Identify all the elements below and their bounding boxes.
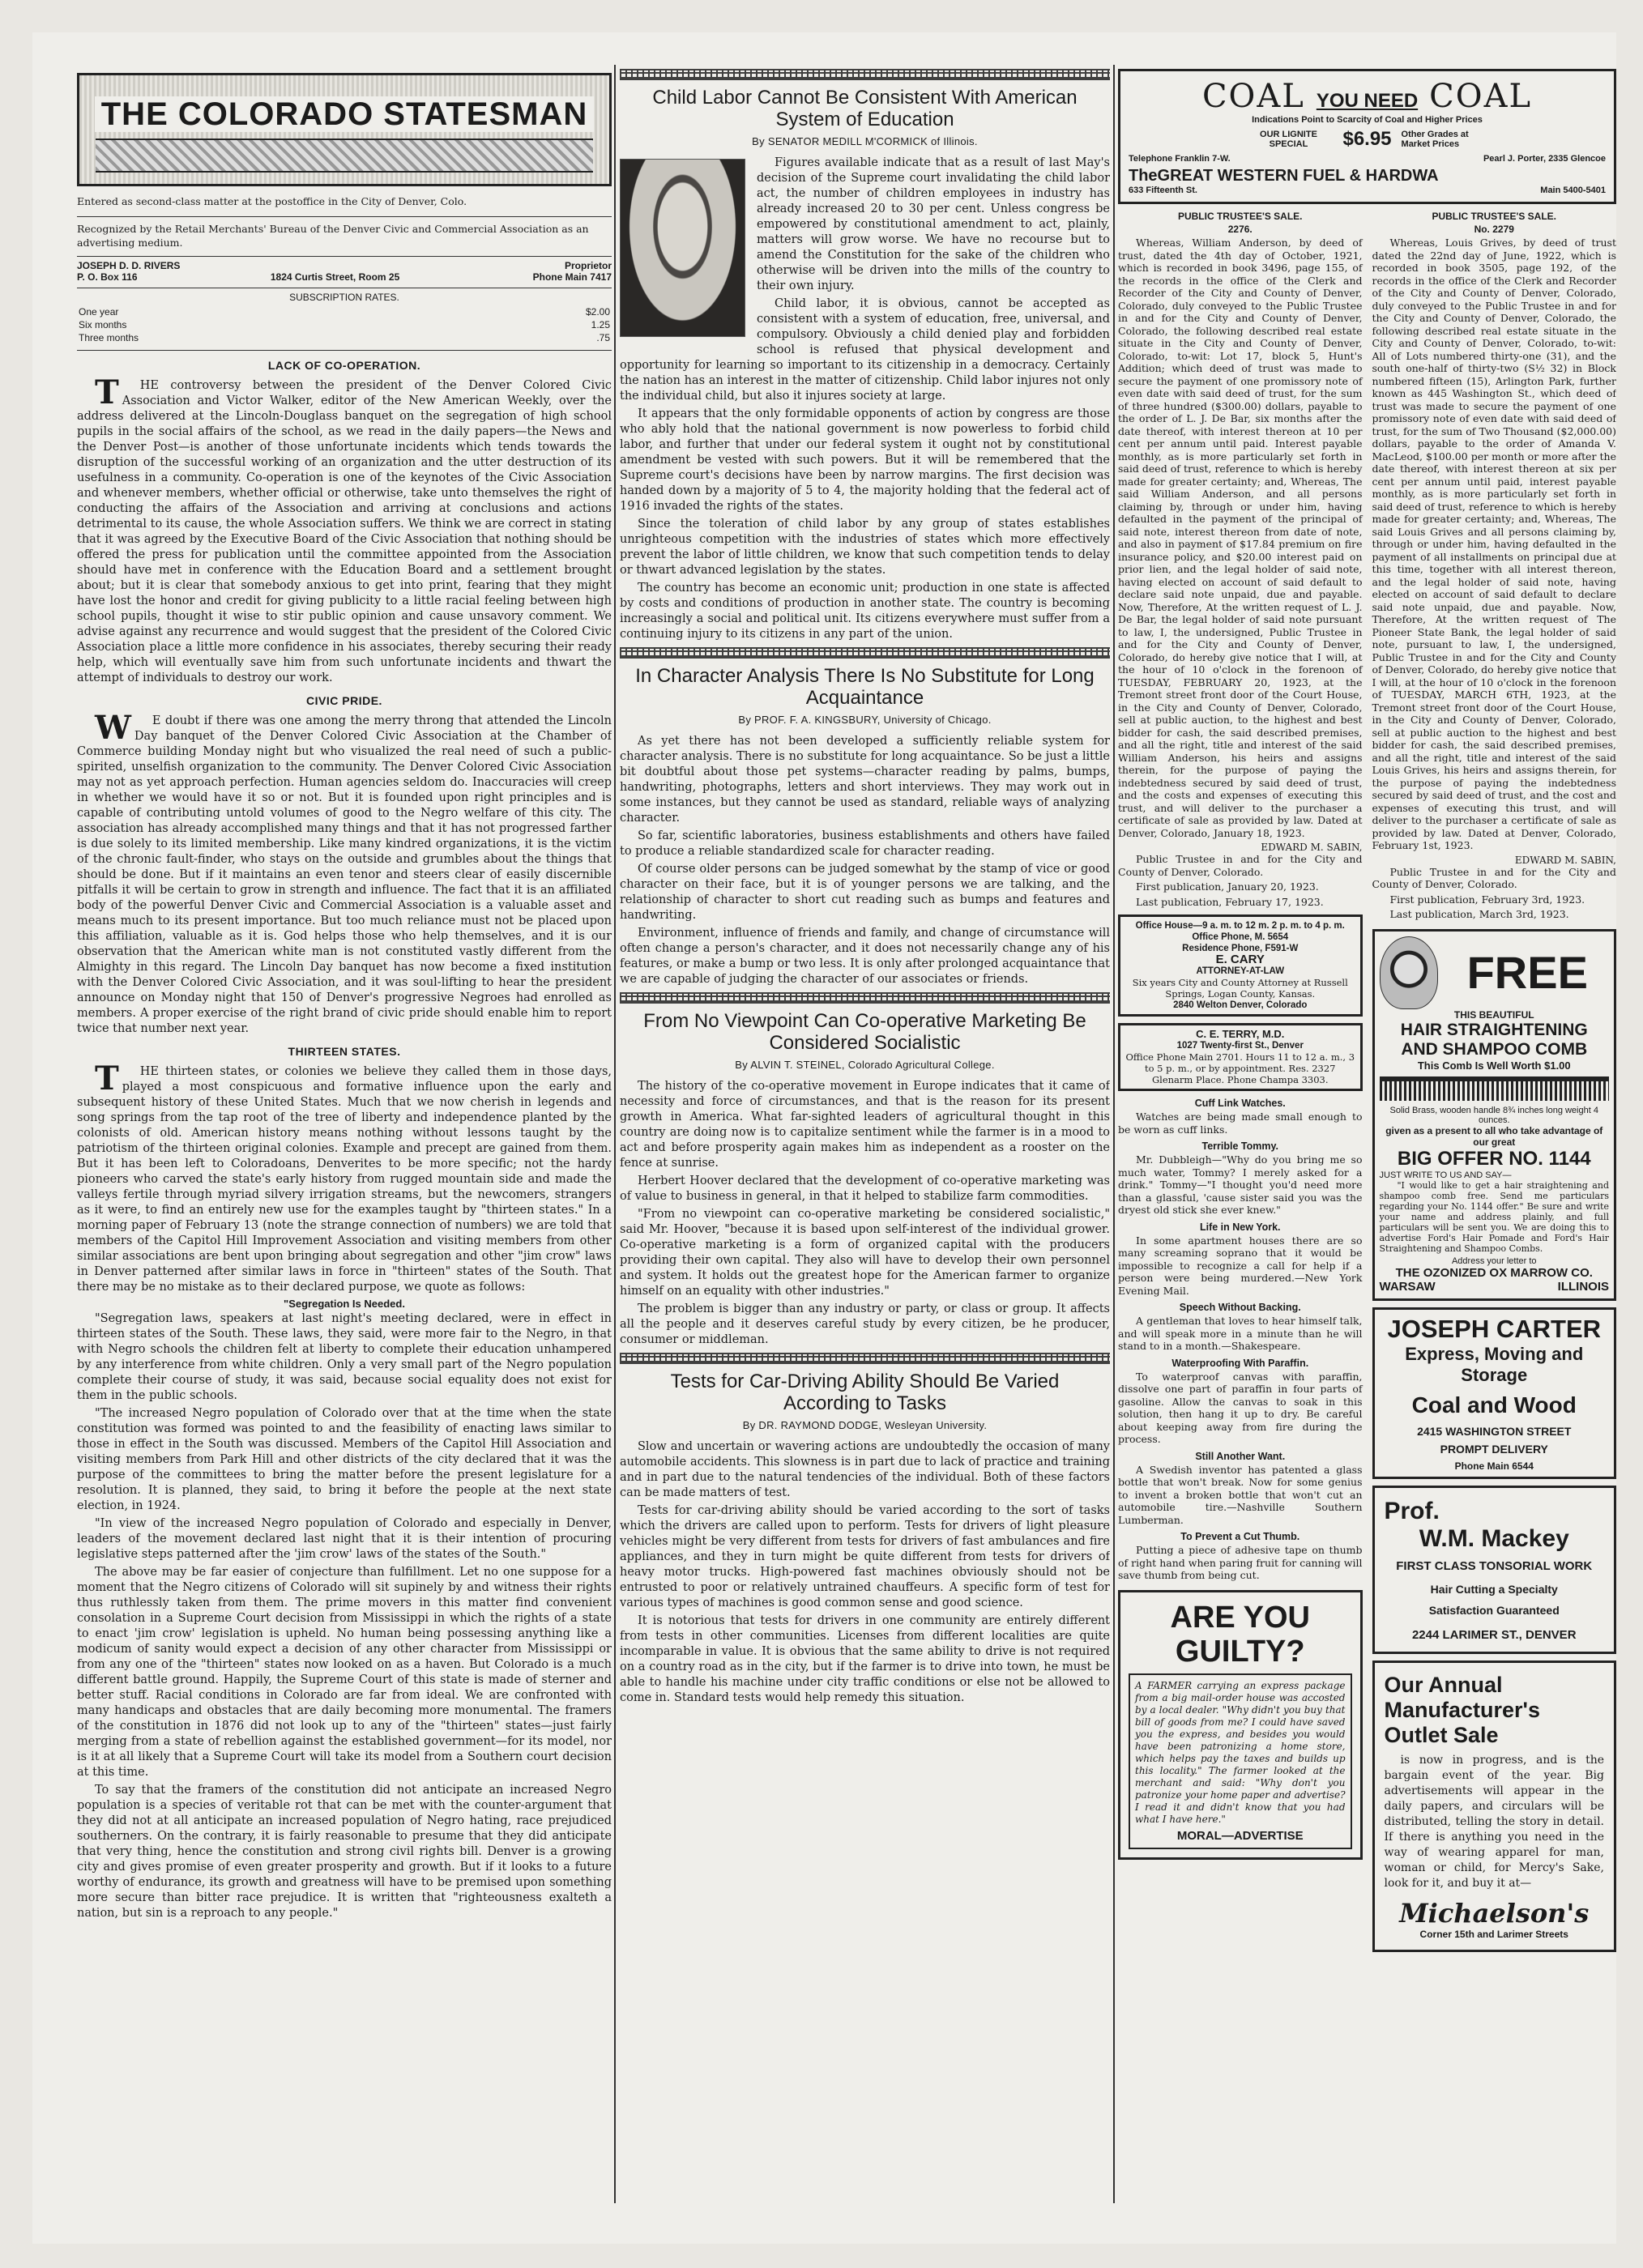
editorial-paragraph: "The increased Negro population of Colorado over that at the time when the state constitution was formed was pointed to and the feasibility of enacting laws similar to those in effect in the South was discussed. Members of the Capitol Hill Association and visiting members from Park Hill and other districts of the city declared that it was the purpose of the committees to bring the matter before the present legislature for a resolution. It is planned, they said, to bring it before the people at the next state election, in 1924.: [77, 1407, 612, 1512]
article-paragraph: The problem is bigger than any industry or party, or class or group. It affects all the people and it deserves careful study by every citizen, be he producer, consumer or middleman.: [620, 1302, 1110, 1346]
free-worth: This Comb Is Well Worth $1.00: [1417, 1059, 1571, 1072]
article-paragraph: Since the toleration of child labor by any group of states establishes unrighteous competition with the industries of states which more effectively prevent the labor of little children, we know that such competition tends to delay or thwart advanced legislation by the states.: [620, 518, 1110, 577]
filler-text: A Swedish inventor has patented a glass bottle that won't break. Now for some genius to invent a broken bottle that won't cut an automobile tire.—Nashville Southern Lumberman.: [1118, 1463, 1363, 1526]
legal-number: No. 2279: [1474, 224, 1514, 235]
po-box: P. O. Box 116: [77, 271, 138, 283]
legal-signer-title: Public Trustee in and for the City and County of Denver, Colorado.: [1372, 865, 1616, 890]
legal-number: 2276.: [1227, 224, 1253, 235]
free-company: THE OZONIZED OX MARROW CO.: [1395, 1265, 1593, 1280]
carter-delivery: PROMPT DELIVERY: [1440, 1442, 1548, 1456]
guilty-title: ARE YOU GUILTY?: [1170, 1600, 1310, 1669]
cary-addr: 2840 Welton Denver, Colorado: [1173, 1000, 1308, 1010]
cary-res: Residence Phone, F591-W: [1182, 944, 1299, 953]
rate-row: Six months 1.25: [79, 319, 610, 330]
michaelson-title: Our Annual Manufacturer's Outlet Sale: [1384, 1672, 1540, 1747]
masthead-entered: Entered as second-class matter at the postoffice in the City of Denver, Colo.: [77, 195, 467, 207]
cary-title: ATTORNEY-AT-LAW: [1196, 966, 1285, 976]
guilty-ad: [1118, 1590, 1363, 1860]
article-paragraph: Figures available indicate that as a result of last May's decision of the Supreme court invalidating the child labor act, the number of children employees in industry has already increased 20 to 30 per cent. Unless congress be empowered by constitutional amendment to act, plainly, matters will grow worse. We have no recourse but to amend the Constitution for the sake of the children who otherwise will be driven into the mills of the country to their own injury.: [757, 156, 1110, 292]
coal-ad-main: Main 5400-5401: [1540, 185, 1606, 195]
editorial-paragraph: "Segregation laws, speakers at last night's meeting declared, were in effect in thirteen states of the South. These laws, they said, were more fair to the Negro, in that with Negro schools the children felt at liberty to complete their education unhampered by any interference from white children. Only a very small part of the Negro population complete their course of study, it was said, because social equality does not exist for them in the public schools.: [77, 1312, 612, 1402]
proprietor-row: [77, 260, 612, 271]
coal-ad-porter: Pearl J. Porter, 2335 Glencoe: [1483, 154, 1606, 164]
editorial-title: LACK OF CO-OPERATION.: [267, 359, 421, 372]
coal-ad: [1118, 69, 1616, 204]
coal-ad-phone: Telephone Franklin 7-W.: [1129, 154, 1231, 164]
comb-icon: [1380, 1076, 1610, 1101]
legal-last-pub: Last publication, March 3rd, 1923.: [1389, 908, 1569, 920]
coal-ad-title: COAL: [1201, 78, 1305, 115]
article-paragraph: Tests for car-driving ability should be varied according to the sort of tasks which the drivers are called upon to perform. Tests for drivers of light pleasure vehicles might be very different from tests for drivers of fast ambulances and fire appliances, and they in turn might be quite different from tests for drivers of heavy motor trucks. High-powered fast machines obviously should not be entrusted to poor or relatively untrained chauffeurs. A specific form of test for various types of machines is good common sense and good science.: [620, 1504, 1110, 1609]
carter-line1: Express, Moving and Storage: [1405, 1343, 1584, 1385]
masthead-banner: [77, 73, 612, 186]
terry-card: [1118, 1023, 1363, 1091]
greek-key-border: [620, 992, 1110, 1004]
mackey-address: 2244 LARIMER ST., DENVER: [1411, 1627, 1577, 1642]
editorial-title: CIVIC PRIDE.: [306, 694, 382, 707]
filler-text: Watches are being made small enough to be worn as cuff links.: [1118, 1111, 1363, 1136]
legal-notice: [1372, 211, 1617, 921]
coal-ad-sub: Indications Point to Scarcity of Coal and Higher Prices: [1252, 115, 1483, 125]
rate-row: Three months .75: [79, 332, 610, 343]
legal-notice: [1118, 211, 1363, 1959]
article-paragraph: Herbert Hoover declared that the development of co-operative marketing was of value to business in general, in that it helped to stabilize farm commodities.: [620, 1174, 1110, 1203]
legal-text: Whereas, William Anderson, by deed of trust, dated the 4th day of October, 1921, which is recorded in book 3496, page 155, of the records in the office of the Clerk and Recorder of the City and County of Denver, Colorado, duly conveyed to the Public Trustee in and for the City and County of Denver, Colorado, the following described real estate situate in the City and County of Denver, Colorado, to-wit: Lot 17, block 5, Hunt's Addition; which deed of trust was made to secure the payment of one promissory note of even date with said deed of trust, for the sum of three hundred ($300.00) dollars, payable to the order of L. J. De Bar, six months after the date thereof, with interest thereon at 10 per cent per annum until paid. Interest payable monthly, as is more particularly set forth in said deed of trust, reference to which is hereby made for greater certainty; and, Whereas, The said William Anderson, and all persons claiming by, through or under him, having defaulted in the payment of the principal of said note, interest thereon from date of note, and also in payment of $17.84 premium on fire insurance policy, and $20.00 interest paid on prior lien, and the legal holder of said note, having elected on account of said default to declare said note unpaid, due and payable. Now, Therefore, At the written request of L. J. De Bar, the legal holder of said note pursuant to law, I, the undersigned, Public Trustee in and for the City and County of Denver, Colorado, do hereby give notice that I will, at the hour of 10 o'clock in the forenoon of TUESDAY, FEBRUARY 20, 1923, at the Tremont street front door of the Court House, in the City and County of Denver, Colorado, sell at public auction, to the highest and best bidder for cash, the said described premises, and all the right, title and interest of the said William Anderson, his heirs and assigns therein, for the purpose of paying the indebtedness secured by said deed of trust, and the costs and expenses of executing this trust, and will deliver to the purchaser a certificate of sale as provided by law. Dated at Denver, Colorado, January 18, 1923.: [1118, 237, 1363, 839]
michaelson-text: is now in progress, and is the bargain event of the year. Big advertisements will appear in the daily papers, and circulars will be distributed, telling the story in detail. If there is anything you need in the way of wearing apparel for man, woman or child, for Mercy's Sake, look for it, and buy it at—: [1384, 1753, 1604, 1890]
mackey-satisfaction: Satisfaction Guaranteed: [1428, 1603, 1560, 1617]
free-title: FREE: [1466, 946, 1588, 998]
address-row: [77, 271, 612, 283]
legal-title: PUBLIC TRUSTEE'S SALE.: [1177, 211, 1303, 222]
greek-key-border: [620, 1353, 1110, 1364]
cary-card: [1118, 914, 1363, 1017]
michaelson-address: Corner 15th and Larimer Streets: [1419, 1928, 1568, 1940]
cary-phone: Office Phone, M. 5654: [1192, 932, 1289, 942]
michaelson-ad: [1372, 1660, 1617, 1952]
article-paragraph: So far, scientific laboratories, business establishments and others have failed to produce a reliable standardized scale for character reading.: [620, 829, 1110, 858]
filler-title: Life in New York.: [1199, 1221, 1281, 1233]
free-just: JUST WRITE TO US AND SAY—: [1379, 1170, 1512, 1180]
filler-title: To Prevent a Cut Thumb.: [1180, 1531, 1300, 1542]
coal-ad-title: YOU NEED: [1316, 90, 1419, 112]
article-paragraph: Slow and uncertain or wavering actions are undoubtedly the occasion of many automobile accidents. This slowness is in part due to lack of practice and training and in part due to the natural tendencies of the individual. Both of these factors can be made matters of test.: [620, 1440, 1110, 1499]
office-phone: Phone Main 7417: [532, 271, 612, 283]
filler-title: Waterproofing With Paraffin.: [1171, 1357, 1309, 1369]
article-byline: By DR. RAYMOND DODGE, Wesleyan University.: [742, 1419, 988, 1431]
newspaper-page: [32, 32, 1616, 2244]
ads-column: [1118, 32, 1616, 1959]
column-rule: [614, 65, 616, 2203]
filler-title: Terrible Tommy.: [1201, 1140, 1278, 1152]
terry-text: Office Phone Main 2701. Hours 11 to 12 a. m., 3 to 5 p. m., or by appointment. Res. 2327 Glenarm Place. Phone Champa 3303.: [1125, 1051, 1355, 1085]
free-body: "I would like to get a hair straightening and shampoo comb free. Send me particulars regarding your No. 1144 offer." Be sure and write your name and address plainly, and full particulars will be sent you. We are doing this to advertise Ford's Hair Pomade and Ford's Hair Straightening and Shampoo Combs.: [1379, 1179, 1609, 1254]
woman-portrait-icon: [1380, 936, 1438, 1009]
carter-line2: Coal and Wood: [1411, 1392, 1577, 1418]
coal-ad-company: TheGREAT WESTERN FUEL & HARDWA: [1129, 167, 1439, 185]
coal-ad-address: 633 Fifteenth St.: [1129, 185, 1197, 195]
senator-portrait: [620, 159, 745, 337]
legal-first-pub: First publication, January 20, 1923.: [1136, 880, 1319, 893]
article-paragraph: Child labor, it is obvious, cannot be accepted as consistent with a system of education, free, universal, and compulsory. Obviously a child denied play and forbidden school is refused that physical development and opportunity for learning so important to its citizenship in a democracy. Certainly the nation has an interest in the matter of citizenship. Child labor injures not only the individual child, but also it injures society at large.: [620, 297, 1110, 403]
filler-title: Cuff Link Watches.: [1194, 1098, 1286, 1109]
editorial-column: [77, 32, 612, 1924]
coal-ad-lignite: OUR LIGNITE SPECIAL: [1260, 130, 1317, 149]
article-title: Child Labor Cannot Be Consistent With American System of Education: [652, 87, 1078, 130]
filler-text: Putting a piece of adhesive tape on thumb of right hand when paring fruit for canning will save thumb from being cut.: [1118, 1544, 1363, 1581]
legal-title: PUBLIC TRUSTEE'S SALE.: [1432, 211, 1557, 222]
article-paragraph: Environment, influence of friends and family, and change of circumstance will often change a person's character, and it does not necessarily change any of his features, or make a bump or two less. It is only after prolonged acquaintance that we are capable of judging the character of our associates or friends.: [620, 927, 1110, 986]
proprietor-label: Proprietor: [564, 260, 612, 271]
mackey-name2: W.M. Mackey: [1419, 1524, 1569, 1552]
filler-text: A gentleman that loves to hear himself talk, and will speak more in a minute than he will stand to in a month.—Shakespeare.: [1118, 1315, 1363, 1352]
free-address: Address your letter to: [1451, 1256, 1537, 1266]
articles-column: [620, 32, 1110, 1708]
filler-title: Speech Without Backing.: [1179, 1302, 1301, 1313]
article-paragraph: It is notorious that tests for drivers in one community are entirely different from tests in other communities. Licenses from different localities are quite incomparable in value. It is obvious that the same ability to drive is not required on a country road as in the city, but if the farmer is to drive into town, he must be able to handle his machine under city traffic conditions or else not be allowed to come in. Standard tests would help remedy this situation.: [620, 1614, 1110, 1704]
article-paragraph: As yet there has not been developed a sufficiently reliable system for character analysis. There is no substitute for long acquaintance. So be just a little bit doubtful about those pet systems—character reading by palms, bumps, handwriting, photographs, letters and short interviews. They may work out in some instances, but they cannot be used as standard, reliable ways of analyzing character.: [620, 735, 1110, 825]
editorial-paragraph: The above may be far easier of conjecture than fulfillment. Let no one suppose for a moment that the Negro citizens of Colorado will sit supinely by and witness their rights thus ruthlessly taken from them. The prime movers in this matter find convenient consolation in a Supreme Court decision from Mississippi in which the rights of a state to enact 'jim crow' legislation is upheld. No human being possessing anything like a modicum of sanity would expect a decision of any other character from Mississippi or from any one of the "thirteen" states now looked on as a haven. But Colorado is a much different battle ground. Happily, the Supreme Court of this state is made of sterner and better stuff. Racial conditions in Colorado are far from ideal. We are confronted with many handicaps and obstacles that are daily becoming more monumental. The framers of the constitution in 1876 did not look up to any of the "thirteen" states—just fairly merging from a state of rebellion against the established government—for its model, nor is it at all likely that a Supreme Court will take its model from a Southern court decision at this time.: [77, 1566, 612, 1779]
editorial-paragraph: "In view of the increased Negro population of Colorado and especially in Denver, leaders of the movement declared last night that it is their intention of procuring legislative steps patterned after the 'jim crow' laws of the states of the South.": [77, 1517, 612, 1561]
masthead-recognized: Recognized by the Retail Merchants' Bureau of the Denver Civic and Commercial Association as an advertising medium.: [77, 223, 589, 249]
legal-signer-title: Public Trustee in and for the City and County of Denver, Colorado.: [1118, 853, 1363, 878]
article-paragraph: "From no viewpoint can co-operative marketing be considered socialistic," said Mr. Hoover, "because it is based upon self-interest of the individual grower. Co-operative marketing is a form of organized capital with the producers providing their own capital. They also will have to develop their own personnel and system. It holds out the greatest hope for the American farmer to organize himself on an equality with other industries.": [620, 1208, 1110, 1298]
editorial-paragraph: WE doubt if there was one among the merry throng that attended the Lincoln Day banquet of the Denver Colored Civic Association at the Chamber of Commerce building Monday night but who visualized the real need of such a public-spirited, unselfish organization to the community. The Denver Colored Civic Association may not as yet approach perfection. Human agencies seldom do. Inaccuracies will creep in whether we would have it so or not. But it is founded upon right principles and is capable of contributing untold volumes of good to the Negro welfare of this city. The association has already accomplished many things and that it has not progressed farther is due solely to its limited membership. Like many kindred organizations, it is the victim of the chronic fault-finder, who stays on the outside and grumbles about the things that should be done. But if it maintains an even tenor and steers clear of easily discernible pitfalls it will be certain to grow in strength and influence. The fact that it is an affiliated body of the powerful Denver Civic and Commercial Association is a valuable asset and means much to its present importance. But too much reliance must not be placed upon this affiliation, valuable as it is. God helps those who help themselves, and it is our observation that the American white man is not constituted vastly different from the Almighty in this regard. The Lincoln Day banquet has now become a fixed institution with the Denver Colored Civic Association, and it was soul-lifting to hear the president announce on Monday night that 150 of Denver's progressive Negroes had enrolled as members. A proper exercise of the right brand of civic pride should enable him to report twice that number next year.: [77, 709, 612, 1035]
proprietor-name: JOSEPH D. D. RIVERS: [77, 260, 181, 271]
carter-name: JOSEPH CARTER: [1387, 1314, 1602, 1343]
rates-title: SUBSCRIPTION RATES.: [289, 292, 399, 303]
filler-title: Still Another Want.: [1195, 1450, 1286, 1462]
masthead-title: THE COLORADO STATESMAN: [95, 96, 595, 132]
rates-table: [77, 305, 612, 345]
rate-row: One year $2.00: [79, 306, 610, 318]
free-line1: HAIR STRAIGHTENING: [1400, 1020, 1588, 1039]
coal-ad-title: COAL: [1429, 78, 1533, 115]
free-state: ILLINOIS: [1557, 1279, 1609, 1294]
filler-text: In some apartment houses there are so many screaming soprano that it would be impossible to recognize a call for help if a person were being murdered.—New York Evening Mail.: [1118, 1234, 1363, 1297]
editorial-paragraph: THE controversy between the president of the Denver Colored Civic Association and Victor Walker, editor of the New American Weekly, over the address delivered at the Lincoln-Douglass banquet on the segregation of high school pupils in the social affairs of the school, as we read in the daily papers—the News and the Denver Post—is another of those unfortunate incidents which tends towards the disruption of the successful working of an organization and the utter destruction of its usefulness in a community. Co-operation is one of the keynotes of the Civic Association and whenever members, whether official or otherwise, take unto themselves the right of conducting the affairs of the Association and arriving at conclusions and actions detrimental to its cause, the whole Association suffers. We think we are correct in stating that it was agreed by the Executive Board of the Civic Association that nothing should be offered the press for publication until the committee appointed from the Association should have met in conference with the Education Board and a settlement brought about; but it is clear that somebody anxious to get into print, fearing that they might have lost the honor and credit for giving publicity to a little racial feeling between high school pupils, thought it wise to stir public opinion and cause unsavory comment. We advise against any recurrence and would suggest that the president of the Colored Civic Association place a little more confidence in his associates, thereby securing their ready help, which will eventually save him from such unfortunate incidents and thwart the attempt of individuals to destroy our work.: [77, 373, 612, 684]
mackey-name1: Prof.: [1384, 1497, 1440, 1524]
article-paragraph: The country has become an economic unit; production in one state is affected by costs and conditions of production in another state. The country is becoming increasingly a social and political unit. Its citizens everywhere must suffer from a continuing injury to its citizens in any part of the union.: [620, 582, 1110, 641]
filler-text: Mr. Dubbleigh—"Why do you bring me so much water, Tommy? I merely asked for a drink." Tommy—"I thought you'd need more than a glassful, 'cause sister said you was the dryest old stick she ever knew.": [1118, 1153, 1363, 1216]
michaelson-logo: Michaelson's: [1399, 1897, 1590, 1929]
free-city: WARSAW: [1379, 1279, 1436, 1294]
coal-ad-other: Other Grades at Market Prices: [1401, 130, 1469, 149]
cary-hours: Office House—9 a. m. to 12 m. 2 p. m. to 4 p. m.: [1135, 921, 1345, 931]
article-title: From No Viewpoint Can Co-operative Marketing Be Considered Socialistic: [643, 1010, 1086, 1054]
article-title: In Character Analysis There Is No Substitute for Long Acquaintance: [635, 665, 1095, 709]
quote-heading: "Segregation Is Needed.: [284, 1298, 405, 1310]
filler-text: To waterproof canvas with paraffin, dissolve one part of paraffin in four parts of gasoline. Allow the canvas to soak in this solution, then hang it up to dry. Be careful about keeping away from fire during the process.: [1118, 1370, 1363, 1445]
legal-text: Whereas, Louis Grives, by deed of trust dated the 22nd day of June, 1922, which is recorded in book 3505, page 192, of the records in the office of the Clerk and Recorder of the City and County of Denver, Colorado, duly conveyed to the Public Trustee in and for the City and County of Denver, Colorado, the following described real estate situate in the City and County of Denver, Colorado, to-wit: All of Lots numbered thirty-one (31), and the south one-half of thirty-two (S½ 32) in Block numbered fifteen (15), Arlington Park, further known as 445 Washington St., which deed of trust was made to secure the payment of one promissory note of even date with said deed of trust, for the sum of Two Thousand ($2,000.00) dollars, payable to the order of Amanda V. MacLeod, $100.00 per month or more after the date thereof, with interest thereon at six per cent per annum until paid, interest payable monthly, as is more particularly set forth in said deed of trust, reference to which is hereby made for greater certainty; and, Whereas, The said Louis Grives and all persons claiming by, through or under him, having defaulted in the payment of all installments on principal due at this time, together with all interest thereon, and the legal holder of said note, having elected on account of said default to declare said note unpaid, due and payable. Now, Therefore, At the written request of The Pioneer State Bank, the legal holder of said note, pursuant to law, I, the undersigned, Public Trustee in and for the City and County of Denver, Colorado, do hereby give notice that I will, at the hour of 10 o'clock in the forenoon of TUESDAY, MARCH 6TH, 1923, at the Tremont street front door of the Court House, in the City and County of Denver, Colorado, sell at public auction to the highest and best bidder for cash, the said described premises, and all the right, title and interest of the said Louis Grives, his heirs and assigns therein, for the purpose of paying the indebtedness secured by said deed of trust, and the cost and expenses of executing this trust, and will deliver to the purchaser a certificate of sale as provided by law. Dated at Denver, Colorado, February 1st, 1923.: [1372, 237, 1616, 851]
article-byline: By SENATOR MEDILL M'CORMICK of Illinois.: [752, 135, 978, 147]
legal-signer: EDWARD M. SABIN,: [1514, 854, 1616, 866]
mackey-ad: [1372, 1486, 1617, 1654]
free-line2: AND SHAMPOO COMB: [1401, 1039, 1588, 1059]
office-address: 1824 Curtis Street, Room 25: [270, 271, 400, 283]
editorial-paragraph: THE thirteen states, or colonies we believe they called them in those days, played a most conspicuous and formative influence upon the early and subsequent history of these United States. Much that we now cherish in legends and song springs from the tap root of the tree of liberty and independence planted by the colonists of old. American history means nothing without lessons taught by the patriotism of the thirteen original colonies. Example and precept are gained from them. But it has been left to Coloradoans, Denverites to be more specific; not the hardy pioneers who carved the state's early history from rugged mountain side and made the valleys fertile through myriad silvery irrigation streams, but the newcomers, strangers as it were, to find an entirely new use for the examples taught by "thirteen states." In a morning paper of February 13 (note the strange connection of numbers) we are told that members of the Capitol Hill Improvement Association and visiting members from other similar associations are bent upon bringing about segregation and other "jim crow" laws in Denver patterned after similar laws in force in "thirteen" states of the South. That there may be no mistake as to their declared purpose, we quote as follows:: [77, 1059, 612, 1294]
guilty-text: A FARMER carrying an express package from a big mail-order house was accosted by a local dealer. "Why didn't you buy that bill of goods from me? I could have saved you the express, and besides you would have been patronizing a home store, which helps pay the taxes and builds up this locality." The farmer looked at the merchant and said: "Why don't you patronize your home paper and advertise? I read it and didn't know that you had what I have here.": [1135, 1679, 1346, 1825]
legal-first-pub: First publication, February 3rd, 1923.: [1389, 893, 1585, 906]
carter-address: 2415 WASHINGTON STREET: [1417, 1424, 1572, 1438]
coal-ad-price: $6.95: [1342, 128, 1392, 150]
cary-text: Six years City and County Attorney at Russell Springs, Logan County, Kansas.: [1132, 977, 1348, 1000]
guilty-moral: MORAL—ADVERTISE: [1176, 1828, 1304, 1843]
legal-signer: EDWARD M. SABIN,: [1261, 842, 1363, 853]
greek-key-border: [620, 69, 1110, 80]
article-paragraph: Of course older persons can be judged somewhat by the stamp of vice or good character on their face, but it is of younger persons we are talking, and the relationship of character to short cut reading such as bumps and features and handwriting.: [620, 863, 1110, 922]
editorial-paragraph: To say that the framers of the constitution did not anticipate an increased Negro population is a species of veritable rot that can be met with the counter-argument that they did not at all anticipate an increased population of Negro hating, race prejudiced southerners. On the contrary, it is fairly reasonable to presume that they did anticipate that very thing, hence the constitution and strong civil rights bill. Denver is a growing city and gives promise of even greater prosperity and growth. But if it looks to a future worthy of endurance, its growth and greatness will have to be premised upon something more secure than bitter race prejudice. It is written that "righteousness exalteth a nation, but sin is a reproach to any people.": [77, 1784, 612, 1920]
mackey-specialty: Hair Cutting a Specialty: [1430, 1582, 1558, 1596]
article-paragraph: The history of the co-operative movement in Europe indicates that it came of necessity and force of circumstances, and that is the reason for its present growth in America. What far-sighted leaders of agricultural thought in this country are doing now is to capitalize sentiment while the farmer is in a mood to act and before prosperity again makes him as independent as a rooster on the fence at sunrise.: [620, 1080, 1110, 1170]
terry-name: C. E. TERRY, M.D.: [1196, 1028, 1285, 1040]
mackey-work: FIRST CLASS TONSORIAL WORK: [1396, 1558, 1593, 1573]
article-paragraph: It appears that the only formidable opponents of action by congress are those who ably hold that the national government is now powerless to forbid child labor, and further that under our federal system it ought not by constitutional amendment be vested with such powers. But it will be remembered that the Supreme court's decisions have been by narrow margins. The first decision was handed down by a majority of 5 to 4, the majority holding that the federal act of 1916 invaded the rights of the states.: [620, 407, 1110, 513]
free-brass: Solid Brass, wooden handle 8¾ inches long weight 4 ounces.: [1389, 1105, 1598, 1125]
article-title: Tests for Car-Driving Ability Should Be Varied According to Tasks: [670, 1371, 1060, 1414]
greek-key-border: [620, 647, 1110, 659]
editorial-title: THIRTEEN STATES.: [288, 1045, 401, 1058]
cary-name: E. CARY: [1215, 953, 1265, 966]
free-beautiful: THIS BEAUTIFUL: [1453, 1008, 1534, 1021]
carter-ad: [1372, 1307, 1617, 1479]
free-given: given as a present to all who take advantage of our great: [1385, 1124, 1603, 1148]
free-offer: BIG OFFER NO. 1144: [1397, 1147, 1591, 1170]
legal-last-pub: Last publication, February 17, 1923.: [1136, 895, 1324, 908]
column-rule: [1113, 65, 1115, 2203]
article-byline: By PROF. F. A. KINGSBURY, University of Chicago.: [738, 714, 992, 726]
carter-phone: Phone Main 6544: [1454, 1460, 1534, 1472]
masthead-illustration: [96, 139, 593, 173]
terry-addr: 1027 Twenty-first St., Denver: [1176, 1041, 1304, 1051]
free-comb-ad: [1372, 929, 1617, 1301]
article-byline: By ALVIN T. STEINEL, Colorado Agricultural College.: [735, 1059, 995, 1071]
